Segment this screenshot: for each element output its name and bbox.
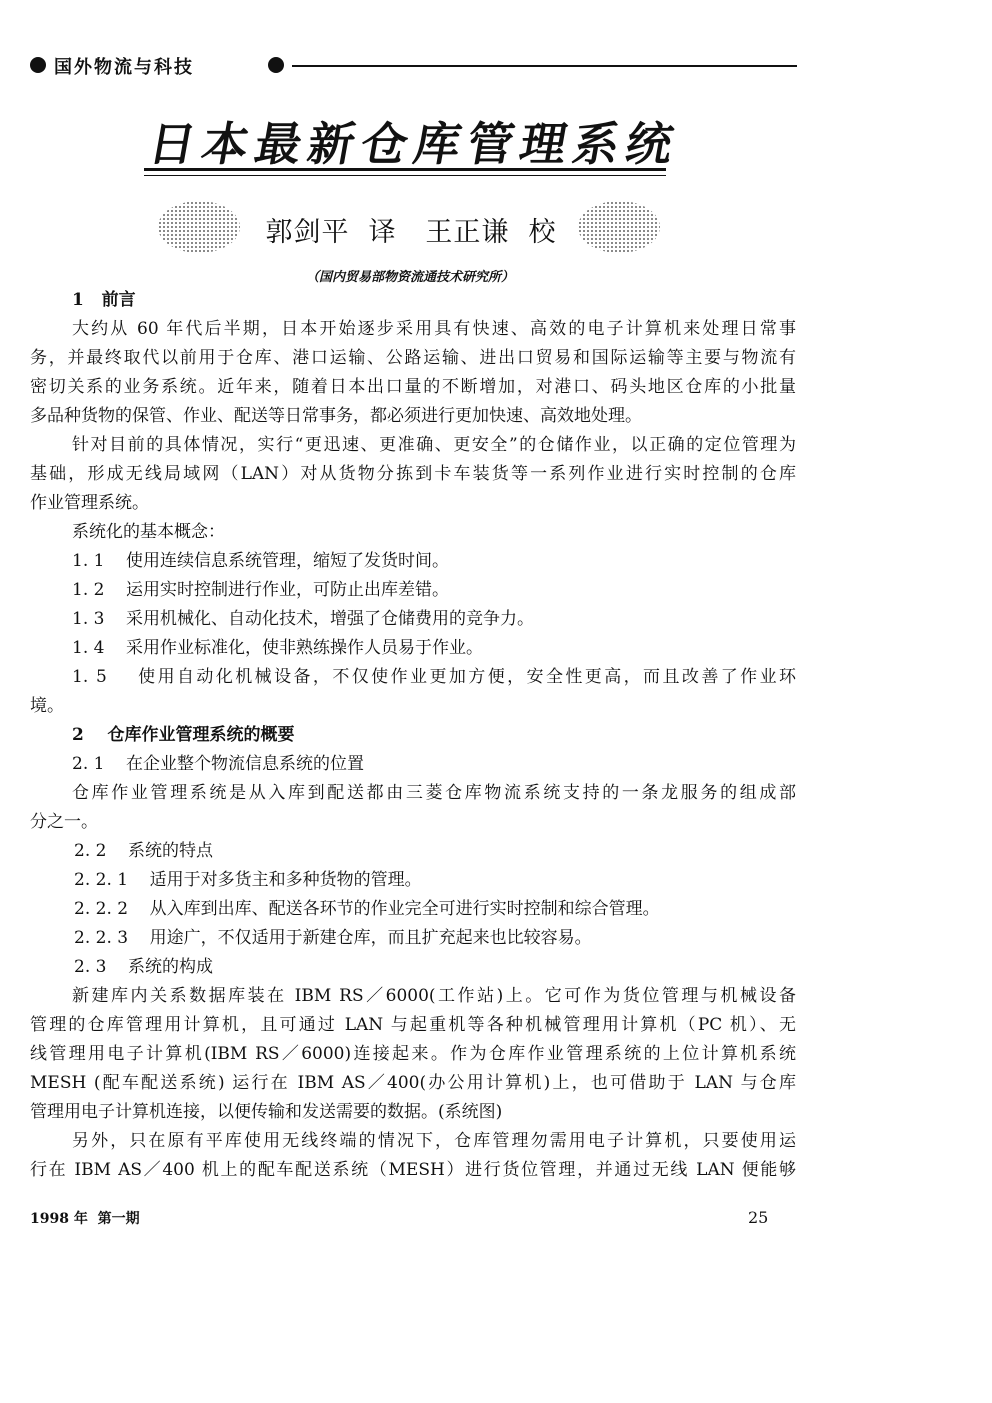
paragraph-line: 线管理用电子计算机(IBM RS／6000)连接起来。作为仓库作业管理系统的上位计算机系统	[30, 1044, 796, 1064]
subsection-heading: 2. 1 在企业整个物流信息系统的位置	[72, 754, 365, 774]
paragraph-line: 密切关系的业务系统。近年来，随着日本出口量的不断增加，对港口、码头地区仓库的小批量	[30, 377, 796, 397]
paragraph-line: 务，并最终取代以前用于仓库、港口运输、公路运输、进出口贸易和国际运输等主要与物流有	[30, 348, 796, 368]
list-item: 1. 2 运用实时控制进行作业，可防止出库差错。	[72, 580, 450, 600]
paragraph-line: 新建库内关系数据库装在 IBM RS／6000(工作站)上。它可作为货位管理与机械设备	[72, 986, 796, 1006]
paragraph-line: 分之一。	[30, 812, 98, 832]
byline: 郭剑平 译 王正谦 校	[265, 217, 557, 248]
section-heading: 2 仓库作业管理系统的概要	[72, 725, 295, 745]
title-underline-thick	[144, 168, 666, 171]
paragraph-line: 基础，形成无线局域网（LAN）对从货物分拣到卡车装货等一系列作业进行实时控制的仓库	[30, 464, 796, 484]
paragraph-line: 行在 IBM AS／400 机上的配车配送系统（MESH）进行货位管理，并通过无线 LAN 便能够	[30, 1160, 796, 1180]
list-item: 境。	[30, 696, 64, 716]
section-heading: 1 前言	[72, 290, 136, 310]
list-item: 2. 2. 1 适用于对多货主和多种货物的管理。	[74, 870, 422, 890]
section-header	[24, 52, 796, 78]
list-item: 1. 3 采用机械化、自动化技术，增强了仓储费用的竞争力。	[72, 609, 535, 629]
issue-label: 1998 年 第一期	[30, 1211, 140, 1227]
section-header-text: 国外物流与科技	[54, 57, 194, 78]
bullet-dot-icon	[30, 57, 46, 73]
list-item: 2. 2. 2 从入库到出库、配送各环节的作业完全可进行实时控制和综合管理。	[74, 899, 660, 919]
paragraph-line: 作业管理系统。	[30, 493, 149, 513]
bullet-dot-icon	[268, 57, 284, 73]
title-underline-thin	[144, 175, 666, 176]
paragraph-line: 管理的仓库管理用计算机，且可通过 LAN 与起重机等各种机械管理用计算机（PC 机）、无	[30, 1015, 796, 1035]
dotted-ornament-left	[158, 201, 240, 253]
paragraph-line: 大约从 60 年代后半期，日本开始逐步采用具有快速、高效的电子计算机来处理日常事	[72, 319, 796, 339]
affiliation: （国内贸易部物资流通技术研究所）	[305, 270, 514, 285]
list-item: 1. 4 采用作业标准化，使非熟练操作人员易于作业。	[72, 638, 484, 658]
subsection-heading: 2. 3 系统的构成	[74, 957, 214, 977]
paragraph-line: 仓库作业管理系统是从入库到配送都由三菱仓库物流系统支持的一条龙服务的组成部	[72, 783, 796, 803]
page-number: 25	[748, 1208, 769, 1227]
paragraph-line: 管理用电子计算机连接，以便传输和发送需要的数据。(系统图)	[30, 1102, 503, 1122]
paragraph-line: 多品种货物的保管、作业、配送等日常事务，都必须进行更加快速、高效地处理。	[30, 406, 642, 426]
dotted-ornament-right	[578, 201, 660, 253]
subsection-heading: 2. 2 系统的特点	[74, 841, 214, 861]
paragraph-line: 另外，只在原有平库使用无线终端的情况下，仓库管理勿需用电子计算机，只要使用运	[72, 1131, 796, 1151]
paragraph-line: MESH (配车配送系统) 运行在 IBM AS／400(办公用计算机)上，也可借助于 LAN 与仓库	[30, 1073, 796, 1093]
paragraph-line: 系统化的基本概念：	[72, 522, 225, 542]
list-item: 1. 1 使用连续信息系统管理，缩短了发货时间。	[72, 551, 450, 571]
list-item: 1. 5 使用自动化机械设备，不仅使作业更加方便，安全性更高，而且改善了作业环	[72, 667, 796, 687]
header-rule	[292, 65, 797, 67]
article-title: 日本最新仓库管理系统	[144, 117, 685, 171]
paragraph-line: 针对目前的具体情况，实行“更迅速、更准确、更安全”的仓储作业，以正确的定位管理为	[72, 435, 796, 455]
list-item: 2. 2. 3 用途广，不仅适用于新建仓库，而且扩充起来也比较容易。	[74, 928, 592, 948]
